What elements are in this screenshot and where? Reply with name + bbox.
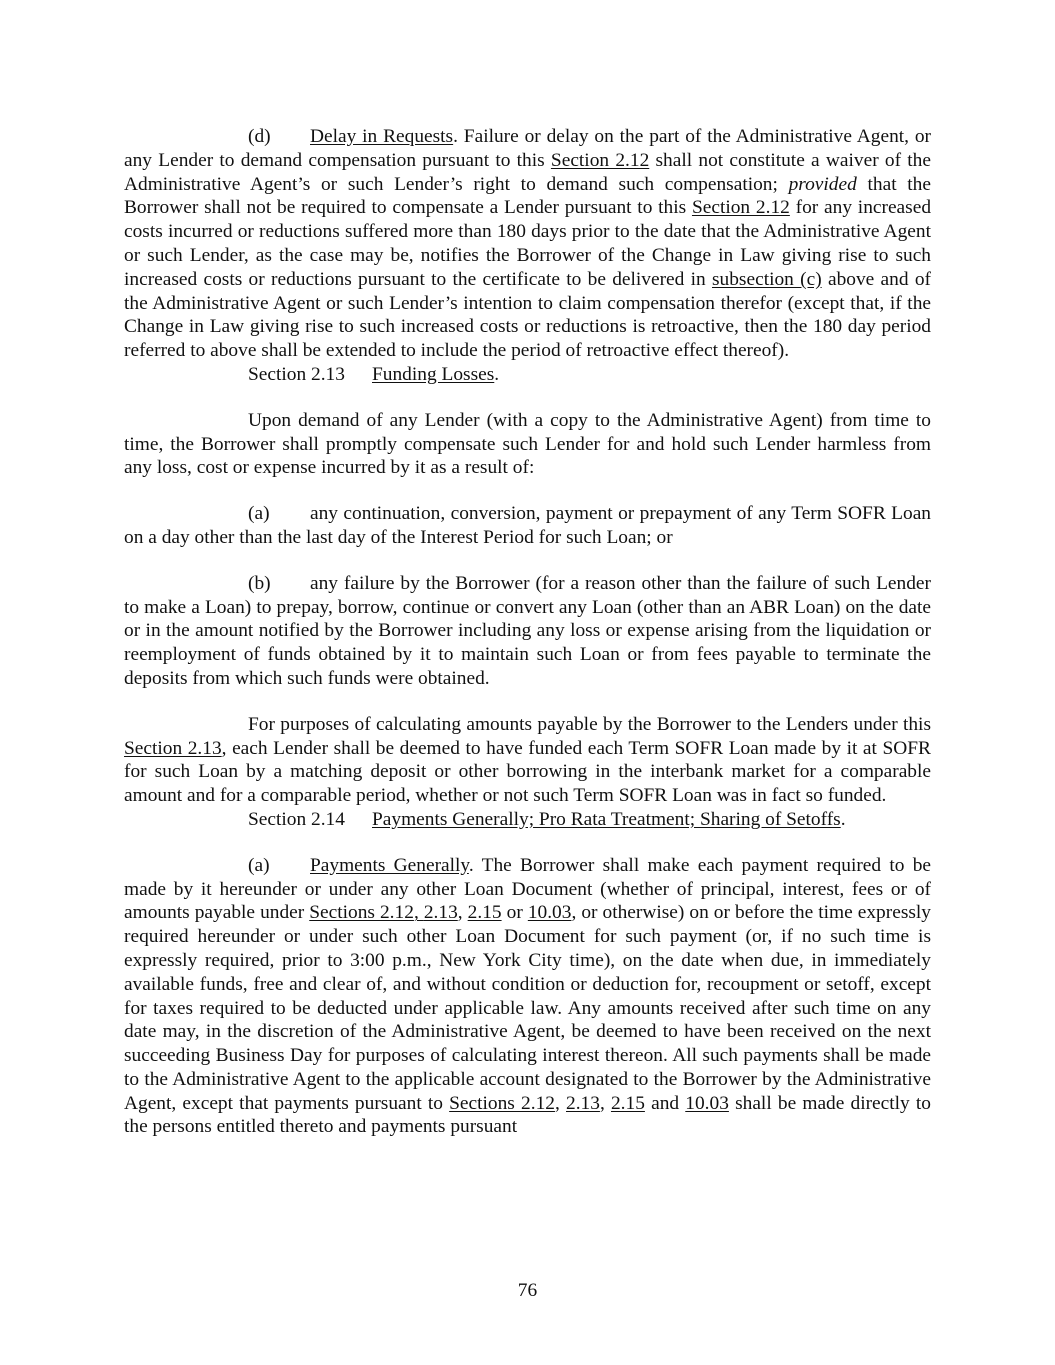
section-ref-2-12: Section 2.12 [691, 197, 790, 219]
section-title: Funding Losses [372, 363, 495, 385]
section-ref-10-03: 10.03 [685, 1092, 729, 1114]
clause-b-failure [124, 572, 931, 691]
section-ref-2-13: 2.13 [423, 902, 458, 924]
section-2-13-heading: Section 2.13 Funding Losses. [248, 363, 500, 385]
section-ref-2-15: 2.15 [610, 1092, 645, 1114]
section-ref-2-15: 2.15 [467, 902, 502, 924]
page-number: 76 [517, 1280, 538, 1301]
clause-a-payments-generally: (a) Payments Generally. The Borrower shall make each payment required to be made by it hereunder or under any other Loan Document (whether of principal, interest, fees or of amounts payable under Sections 2.12, 2.13, 2.15 or 10.03, or otherwise) on or before the time expressly required hereunder or under such other Loan Document for such payment (or, if no such time is expressly required, prior to 3:00 p.m., New York City time), on the date when due, in immediately available funds, free and clear of, and without condition or deduction for, recoupment or setoff, except for taxes required to be deducted under applicable law. Any amounts received after such time on any date may, in the discretion of the Administrative Agent, be deemed to have been received on the next succeeding Business Day for purposes of calculating interest thereon. All such payments shall be made to the Administrative Agent to the applicable account designated to the Borrower by the Administrative Agent, except that payments pursuant to Sections 2.12, 2.13, 2.15 and 10.03 shall be made directly to the persons entitled thereto and payments pursuant [124, 854, 932, 1138]
section-ref-2-13: 2.13 [566, 1092, 600, 1114]
body-text: , or otherwise) on or before the time expressly required hereunder or under such other Loan Document for such payment (or, if no such time is expressly required, prior to 3:00 p.m., New York City time), on the date when due, in immediately available funds, free and clear of, and without condition or deduction for, recoupment or setoff, except for taxes required to be deducted under applicable law. Any amounts received after such time on any date may, in the discretion of the Administrative Agent, be deemed to have been received on the next succeeding Business Day for purposes of calculating interest thereon. All such payments shall be made to the Administrative Agent to the applicable account designated to the Borrower by the Administrative Agent, except that payments pursuant to [124, 902, 931, 1114]
clause-label: (d) [248, 126, 271, 147]
section-2-13-calculation-paragraph [124, 713, 931, 808]
body-text: above and of the Administrative Agent or such Lender’s intention to claim compensation therefor (except that, if the Change in Law giving rise to such increased costs or reductions is retroactive, then the 180 day period referred to above shall be extended to include the period of retroactive effect thereof). [124, 268, 931, 362]
clause-text: any failure by the Borrower (for a reason other than the failure of such Lender to make a Loan) to prepay, borrow, continue or convert any Loan (other than an ABR Loan) on the date or in the amount notified by the Borrower including any loss or expense arising from the liquidation or reemployment of funds obtained by it to maintain such Loan or from fees payable to terminate the deposits from which such funds were obtained. [124, 572, 931, 689]
clause-label: (a) [248, 503, 270, 525]
section-ref-2-13: Section 2.13 [124, 737, 222, 759]
body-text: . Failure or delay on the part of the Administrative Agent, or any Lender to demand compensation pursuant to this [124, 126, 932, 171]
body-text: for any increased costs incurred or reductions suffered more than 180 days prior to the date that the Administrative Agent or such Lender, as the case may be, notifies the Borrower of the Change in Law giving rise to such increased costs or reductions pursuant to the certificate to be delivered in [124, 197, 932, 290]
section-ref-10-03: 10.03 [527, 902, 572, 924]
section-ref-2-12: Sections 2.12 [449, 1092, 555, 1114]
clause-a-continuation [124, 502, 931, 550]
paragraph-d-delay-in-requests [124, 125, 931, 363]
section-2-14-heading: Section 2.14 Payments Generally; Pro Rata Treatment; Sharing of Setoffs. [248, 808, 846, 830]
body-text: shall not constitute a waiver of the Administrative Agent’s or such Lender’s right to demand such compensation; [124, 149, 931, 195]
clause-label: (a) [248, 854, 270, 876]
clause-title: Delay in Requests [310, 126, 454, 147]
section-ref-2-12: Sections 2.12 [309, 902, 414, 924]
body-text: . The Borrower shall make each payment required to be made by it hereunder or under any other Loan Document (whether of principal, interest, fees or of amounts payable under [124, 854, 932, 924]
section-ref-2-12: Section 2.12 [550, 149, 650, 171]
section-number: Section 2.14 [248, 808, 345, 830]
section-title: Payments Generally; Pro Rata Treatment; Sharing of Setoffs [372, 808, 841, 830]
body-text: that the Borrower shall not be required to compensate a Lender pursuant to this [124, 173, 931, 219]
body-text: For purposes of calculating amounts payable by the Borrower to the Lenders under this [248, 713, 931, 735]
section-number: Section 2.13 [248, 363, 345, 385]
clause-label: (b) [248, 572, 271, 594]
clause-text: any continuation, conversion, payment or prepayment of any Term SOFR Loan on a day other than the last day of the Interest Period for such Loan; or [124, 503, 931, 548]
section-2-13-intro: Upon demand of any Lender (with a copy to the Administrative Agent) from time to time, the Borrower shall promptly compensate such Lender for and hold such Lender harmless from any loss, cost or expense incurred by it as a result of: [124, 409, 931, 479]
clause-title: Payments Generally [310, 854, 469, 876]
body-text: , each Lender shall be deemed to have funded each Term SOFR Loan made by it at SOFR for such Loan by a matching deposit or other borrowing in the interbank market for a comparable amount and for a comparable period, whether or not such Term SOFR Loan was in fact so funded. [124, 737, 931, 807]
provided-term: provided [788, 173, 857, 195]
document-page [124, 125, 931, 1139]
subsection-ref-c: subsection (c) [712, 268, 822, 290]
body-text: shall be made directly to the persons entitled thereto and payments pursuant [124, 1092, 932, 1138]
